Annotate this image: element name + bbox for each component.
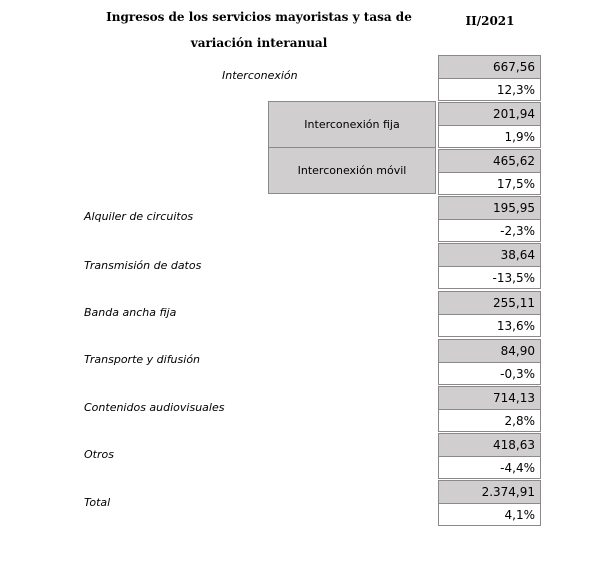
change-cell: 13,6% — [438, 314, 541, 337]
change-cell: 2,8% — [438, 409, 541, 432]
change-cell: -13,5% — [438, 266, 541, 289]
value-cell: 465,62 — [438, 149, 541, 172]
value-cell: 2.374,91 — [438, 480, 541, 503]
period-header: II/2021 — [465, 14, 515, 28]
change-cell: 12,3% — [438, 78, 541, 101]
change-cell: 4,1% — [438, 503, 541, 526]
row-label-contenidos-audiovisuales: Contenidos audiovisuales — [84, 401, 225, 414]
row-label-interconexion-movil: Interconexión móvil — [268, 147, 436, 194]
value-cell: 195,95 — [438, 196, 541, 219]
value-cell: 84,90 — [438, 339, 541, 362]
row-label-interconexion-fija: Interconexión fija — [268, 101, 436, 148]
row-label-total: Total — [84, 496, 111, 509]
table-title: Ingresos de los servicios mayoristas y tasa de variación interanual — [106, 10, 412, 50]
value-cell: 201,94 — [438, 102, 541, 125]
row-label-transmision-datos: Transmisión de datos — [84, 259, 202, 272]
row-label-otros: Otros — [84, 448, 114, 461]
change-cell: 1,9% — [438, 125, 541, 148]
value-cell: 38,64 — [438, 243, 541, 266]
value-cell: 418,63 — [438, 433, 541, 456]
row-label-alquiler-circuitos: Alquiler de circuitos — [84, 210, 194, 223]
value-cell: 714,13 — [438, 386, 541, 409]
change-cell: -2,3% — [438, 219, 541, 242]
change-cell: 17,5% — [438, 172, 541, 195]
change-cell: -0,3% — [438, 362, 541, 385]
value-cell: 667,56 — [438, 55, 541, 78]
change-cell: -4,4% — [438, 456, 541, 479]
value-cell: 255,11 — [438, 291, 541, 314]
row-label-transporte-difusion: Transporte y difusión — [84, 353, 201, 366]
row-label-banda-ancha-fija: Banda ancha fija — [84, 306, 177, 319]
row-label-interconexion: Interconexión — [222, 69, 298, 82]
